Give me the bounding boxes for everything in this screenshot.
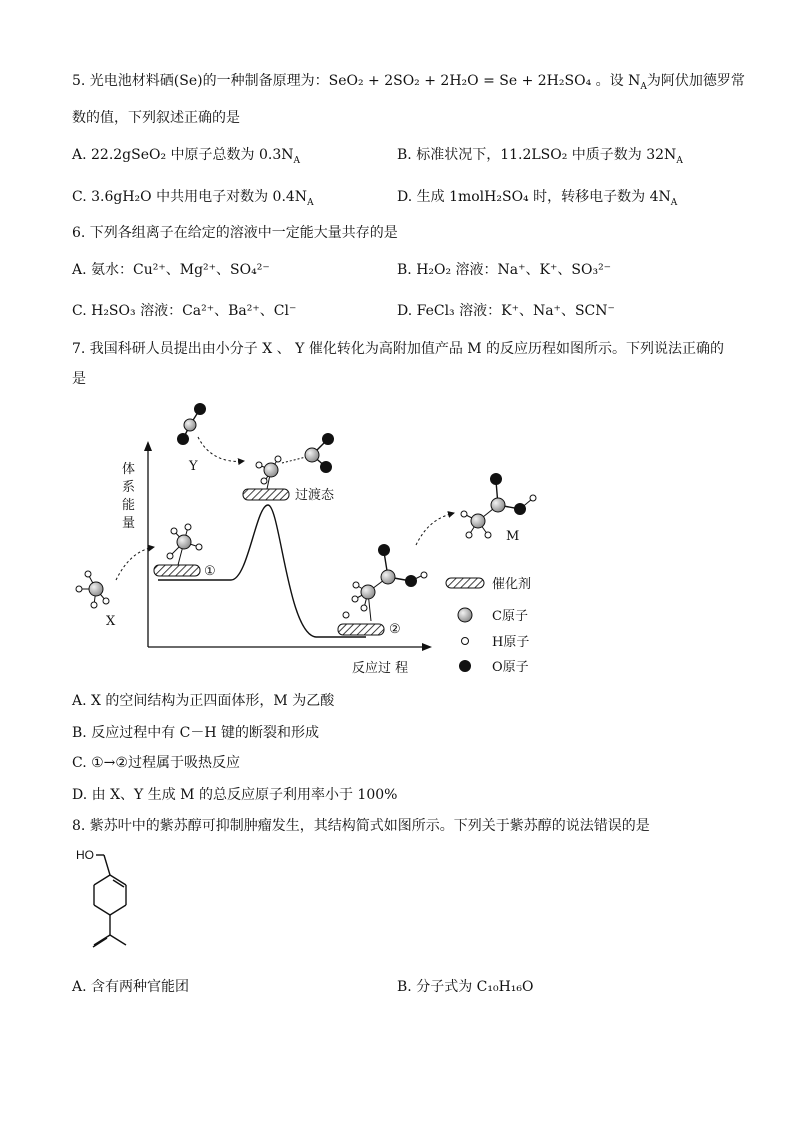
perillyl-alcohol-structure (66, 843, 176, 965)
y-axis-label-1: 体 (122, 462, 136, 477)
q7-option-c[interactable]: C. ①→②过程属于吸热反应 (72, 755, 240, 771)
q5-option-a-sub: A (293, 155, 301, 166)
q6-stem: 6. 下列各组离子在给定的溶液中一定能大量共存的是 (72, 225, 398, 241)
legend-hydrogen: H原子 (492, 635, 530, 650)
arrow-to-m (416, 513, 454, 545)
legend-hydrogen-swatch (462, 638, 469, 645)
legend-oxygen-swatch (459, 660, 471, 672)
q5-stem-text: 5. 光电池材料硒(Se)的一种制备原理为：SeO₂ + 2SO₂ + 2H₂O = Se + 2H₂SO₄ 。设 N (72, 73, 641, 89)
q5-option-d-sub: A (670, 197, 678, 208)
q7-option-d[interactable]: D. 由 X、Y 生成 M 的总反应原子利用率小于 100% (72, 787, 398, 803)
q5-option-d-text: D. 生成 1molH₂SO₄ 时，转移电子数为 4N (397, 189, 671, 205)
transition-dashed-bond (282, 457, 306, 463)
q5-stem-line2: 数的值，下列叙述正确的是 (72, 110, 240, 126)
transition-co2 (305, 433, 334, 473)
legend-catalyst-swatch (446, 578, 484, 588)
energy-profile-diagram (66, 395, 556, 680)
legend (446, 576, 531, 675)
q5-option-c[interactable] (72, 186, 314, 208)
x-axis-label: 反应过 程 (352, 661, 409, 676)
q6-option-b[interactable]: B. H₂O₂ 溶液：Na⁺、K⁺、SO₃²⁻ (397, 262, 612, 278)
q7-option-b[interactable]: B. 反应过程中有 C－H 键的断裂和形成 (72, 725, 320, 741)
q6-option-c[interactable]: C. H₂SO₃ 溶液：Ca²⁺、Ba²⁺、Cl⁻ (72, 303, 297, 319)
molecule-m (461, 473, 536, 538)
transition-state-label: 过渡态 (295, 488, 335, 503)
y-axis-label-2: 系 (122, 480, 136, 495)
adsorbed-product (343, 544, 427, 621)
q6-option-a[interactable]: A. 氨水：Cu²⁺、Mg²⁺、SO₄²⁻ (72, 262, 270, 278)
y-axis-label-3: 能 (122, 498, 136, 513)
state1-label: ① (204, 564, 216, 579)
skeleton (93, 855, 126, 947)
molecule-y (177, 403, 206, 445)
q7-option-a[interactable]: A. X 的空间结构为正四面体形，M 为乙酸 (72, 693, 335, 709)
q5-stem-tail: 为阿伏加德罗常 (646, 73, 745, 89)
q5-option-d[interactable] (397, 186, 677, 208)
q8-stem: 8. 紫苏叶中的紫苏醇可抑制肿瘤发生，其结构简式如图所示。下列关于紫苏醇的说法错误的是 (72, 818, 650, 834)
x-axis-arrow-icon (422, 643, 432, 651)
q5-option-a-text: A. 22.2gSeO₂ 中原子总数为 0.3N (72, 147, 294, 163)
q8-option-a[interactable]: A. 含有两种官能团 (72, 979, 190, 995)
legend-carbon-swatch (458, 608, 472, 622)
hydroxyl-label: HO (76, 848, 94, 862)
q6-option-d[interactable]: D. FeCl₃ 溶液：K⁺、Na⁺、SCN⁻ (397, 303, 615, 319)
legend-carbon: C原子 (492, 609, 528, 624)
molecule-m-label: M (506, 529, 520, 544)
q5-option-b-sub: A (676, 155, 683, 166)
catalyst-state2 (338, 624, 384, 635)
q5-option-c-text: C. 3.6gH₂O 中共用电子对数为 0.4N (72, 189, 308, 205)
state2-label: ② (389, 622, 401, 637)
q5-option-c-sub: A (307, 197, 314, 208)
transition-species (256, 456, 281, 489)
q7-stem-line1: 7. 我国科研人员提出由小分子 X 、 Y 催化转化为高附加值产品 M 的反应历程如图所示。下列说法正确的 (72, 341, 725, 357)
legend-catalyst: 催化剂 (492, 577, 532, 592)
adsorbed-ch3 (167, 524, 202, 565)
catalyst-transition (243, 489, 289, 500)
q7-stem-line2: 是 (72, 371, 86, 387)
arrow-y-to-transition (198, 437, 244, 461)
q5-option-b-text: B. 标准状况下，11.2LSO₂ 中质子数为 32N (397, 147, 677, 163)
q5-option-b[interactable] (397, 144, 683, 166)
molecule-y-label: Y (189, 459, 198, 474)
q5-option-a[interactable] (72, 144, 300, 166)
molecule-x-label: X (106, 614, 116, 629)
y-axis-arrow-icon (144, 441, 152, 451)
y-axis-label-4: 量 (122, 516, 136, 531)
q8-option-b[interactable]: B. 分子式为 C₁₀H₁₆O (397, 979, 534, 995)
molecule-x (76, 571, 109, 608)
legend-oxygen: O原子 (492, 660, 529, 675)
q5-stem-line1 (72, 70, 745, 92)
q5-stem-sub: A (640, 81, 647, 92)
catalyst-state1 (154, 565, 200, 576)
